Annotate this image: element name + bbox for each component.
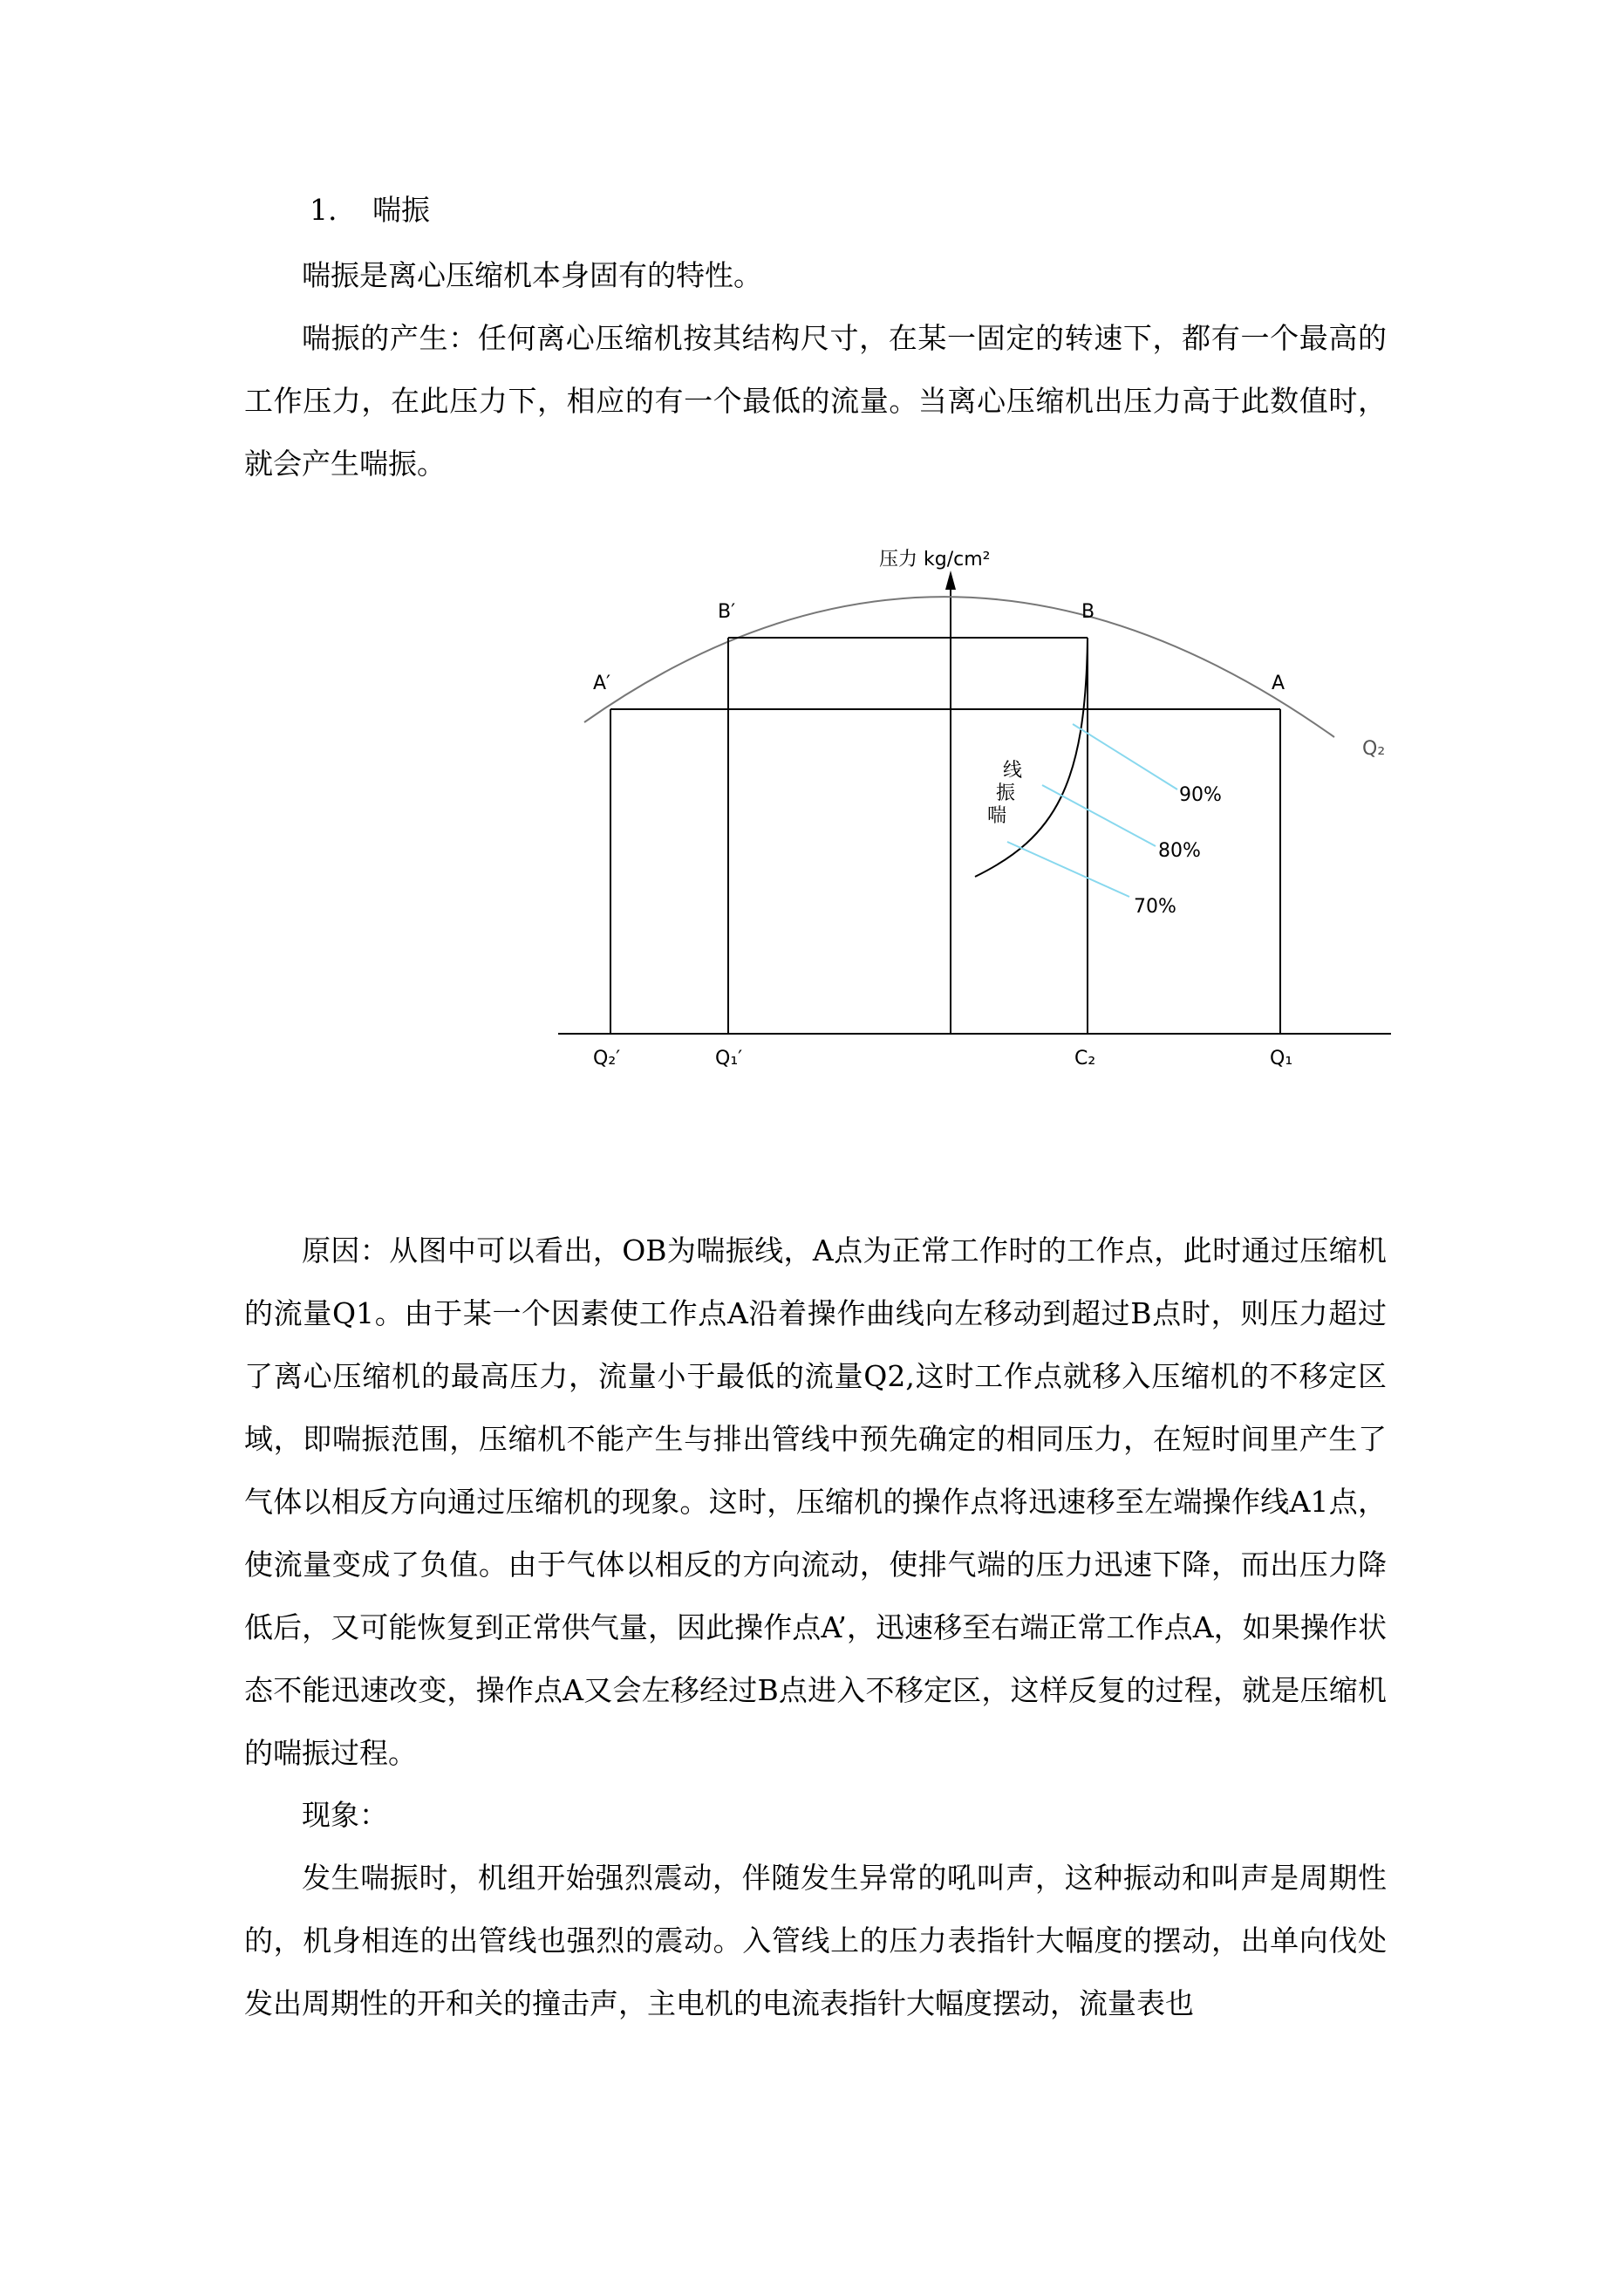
section-heading	[310, 188, 430, 232]
paragraph-origin: 喘振的产生：任何离心压缩机按其结构尺寸，在某一固定的转速下，都有一个最高的工作压力，在此压力下，相应的有一个最低的流量。当离心压缩机出压力高于此数值时，就会产生喘振。	[244, 321, 1387, 481]
performance-curve	[584, 597, 1334, 737]
point-label-b: B	[1081, 601, 1095, 623]
surge-line	[975, 638, 1088, 877]
surge-label-char-1: 线	[1003, 760, 1023, 782]
speed-line-70	[1007, 842, 1129, 897]
paragraph-phenomenon: 发生喘振时，机组开始强烈震动，伴随发生异常的吼叫声，这种振动和叫声是周期性的，机身相连的出管线也强烈的震动。入管线上的压力表指针大幅度的摆动，出单向伐处发出周期性的开和关的撞击声，主电机的电流表指针大幅度摆动，流量表也	[244, 1861, 1387, 2020]
x-label-q2-prime: Q₂′	[593, 1048, 621, 1069]
point-label-b-prime: B′	[718, 601, 736, 623]
section-number: 1.	[310, 193, 338, 227]
surge-diagram-svg	[558, 523, 1395, 1082]
paragraph-definition: 喘振是离心压缩机本身固有的特性。	[302, 258, 762, 292]
speed-line-80	[1042, 785, 1156, 846]
paragraph-cause: 原因：从图中可以看出，OB为喘振线，A点为正常工作时的工作点，此时通过压缩机的流量Q1。由于某一个因素使工作点A沿着操作曲线向左移动到超过B点时，则压力超过了离心压缩机的最高压力，流量小于最低的流量Q2,这时工作点就移入压缩机的不移定区域，即喘振范围，压缩机不能产生与排出管线中预先确定的相同压力，在短时间里产生了气体以相反方向通过压缩机的现象。这时，压缩机的操作点将迅速移至左端操作线A1点，使流量变成了负值。由于气体以相反的方向流动，使排气端的压力迅速下降，而出压力降低后，又可能恢复到正常供气量，因此操作点A’，迅速移至右端正常工作点A，如果操作状态不能迅速改变，操作点A又会左移经过B点进入不移定区，这样反复的过程，就是压缩机的喘振过程。	[244, 1233, 1387, 1770]
speed-label-90: 90%	[1179, 784, 1222, 806]
surge-label-char-2: 振	[996, 782, 1016, 804]
y-axis-arrow-icon	[945, 571, 956, 590]
speed-label-80: 80%	[1158, 840, 1201, 862]
x-label-q1-prime: Q₁′	[715, 1048, 743, 1069]
y-axis-label: 压力 kg/cm²	[879, 549, 991, 571]
surge-label-char-3: 喘	[987, 805, 1007, 827]
speed-label-70: 70%	[1134, 896, 1176, 918]
point-label-a-prime: A′	[593, 673, 611, 694]
surge-diagram	[558, 523, 1395, 1082]
curve-label-q2: Q₂	[1362, 738, 1386, 760]
section-title: 喘振	[372, 193, 430, 227]
x-label-c2: C₂	[1074, 1048, 1096, 1069]
point-label-a: A	[1272, 673, 1285, 694]
paragraph-phenomenon-heading: 现象：	[302, 1798, 388, 1832]
x-label-q1: Q₁	[1270, 1048, 1293, 1069]
